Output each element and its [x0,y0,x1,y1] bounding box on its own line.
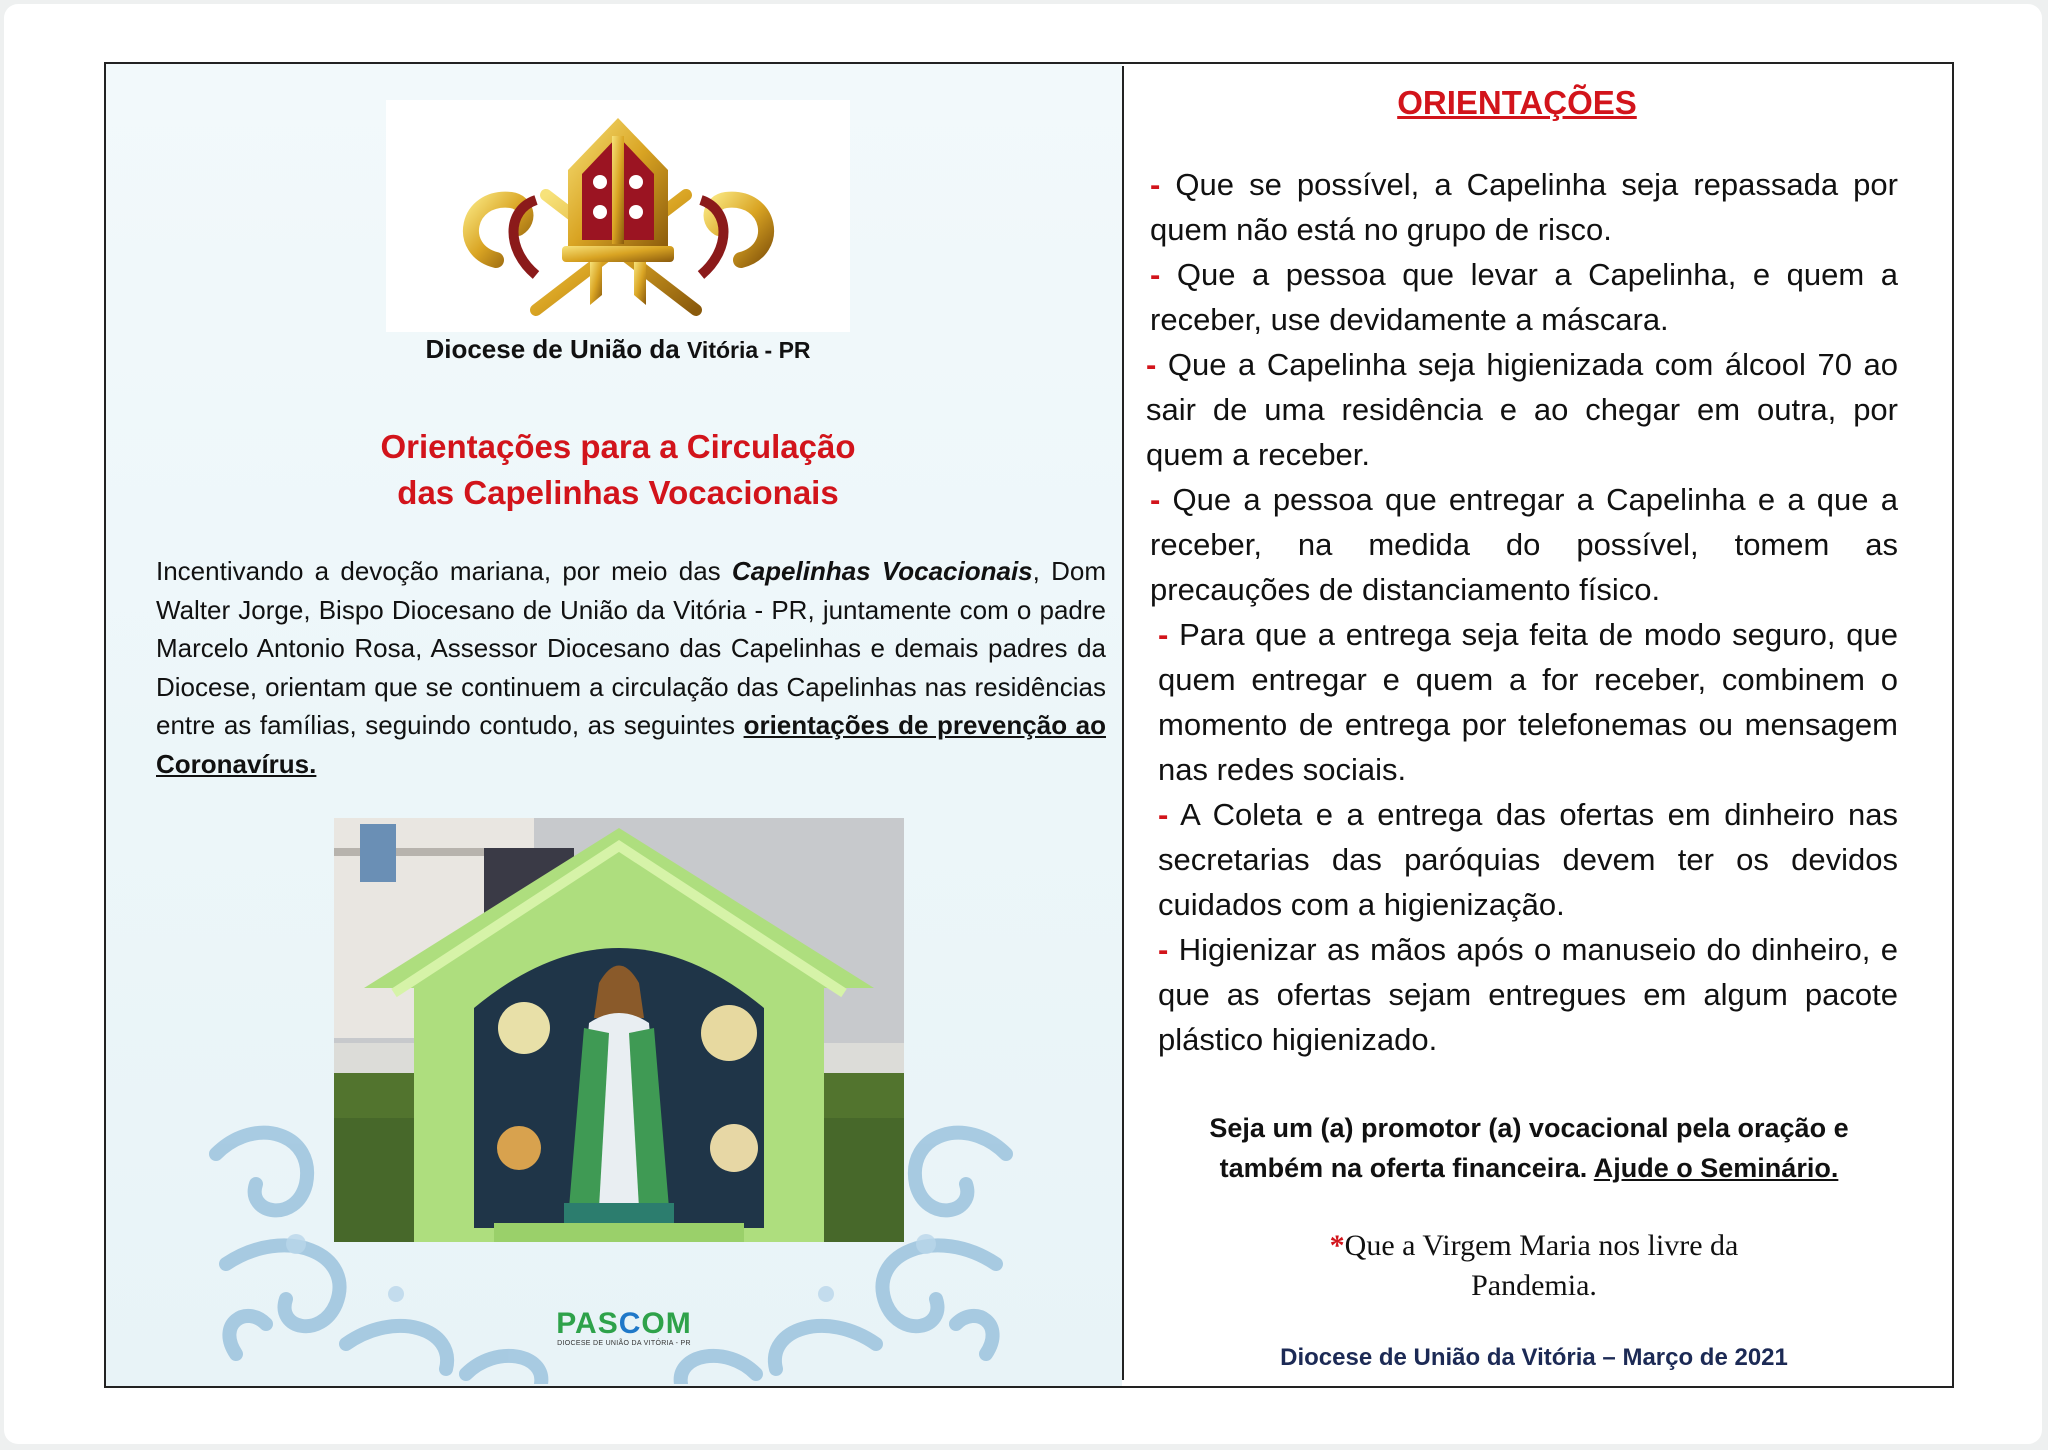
orientation-dash: - [1158,932,1169,967]
prayer-line1-text: Que a Virgem Maria nos livre da [1344,1229,1739,1262]
frame-right-border [1952,62,1954,1388]
intro-text-2: , Dom Walter Jorge, Bispo Diocesano de União da Vitória - PR, juntamente com o padre Marcelo Antonio Rosa, Assessor Diocesano das Capelinhas e demais padres da Diocese, orientam que se continuem a circulação das Capelinhas nas residências entre as famílias, seguindo contudo, as seguintes [156,556,1107,741]
pascom-wordmark [554,1308,694,1340]
orientacoes-title: ORIENTAÇÕES [1397,84,1637,121]
prayer-line1 [1274,1226,1794,1266]
orientation-text: Que a pessoa que levar a Capelinha, e quem a receber, use devidamente a máscara. [1150,257,1898,337]
promo-line2-text: também na oferta financeira. [1219,1153,1588,1183]
left-title [256,424,980,516]
orientation-item-6 [1158,792,1898,927]
orientation-text: A Coleta e a entrega das ofertas em dinheiro nas secretarias das paróquias devem ter os devidos cuidados com a higienização. [1158,797,1899,922]
left-title-line2: das Capelinhas Vocacionais [397,474,839,511]
orientation-text: Que a pessoa que entregar a Capelinha e a que a receber, na medida do possível, tomem as precauções de distanciamento físico. [1150,482,1898,607]
orientation-dash: - [1146,347,1157,382]
orientation-dash: - [1150,482,1161,517]
frame-bottom-border [104,1386,1954,1388]
orientation-dash: - [1158,617,1169,652]
orientation-item-5 [1158,612,1898,792]
orientation-dash: - [1158,797,1169,832]
pascom-subtitle: DIOCESE DE UNIÃO DA VITÓRIA - PR [557,1340,691,1347]
prayer-line2: Pandemia. [1471,1269,1597,1302]
chapel-with-virgin-mary-statue-icon [334,818,904,1242]
pascom-logo [554,1308,694,1358]
orientation-item-2 [1150,252,1898,342]
pascom-letters-b: OM [641,1307,692,1340]
diocese-caption-main: Diocese de União da [425,334,680,364]
promo-message [1154,1108,1904,1188]
orientation-item-7 [1158,927,1898,1062]
promo-line1: Seja um (a) promotor (a) vocacional pela oração e [1209,1113,1849,1143]
orientation-text: Que a Capelinha seja higienizada com álcool 70 ao sair de uma residência e ao chegar em outra, por quem a receber. [1146,347,1898,472]
chapel-photo [334,818,904,1242]
diocese-caption [306,334,930,365]
diocese-caption-region: Vitória - PR [687,337,811,363]
intro-emphasis: Capelinhas Vocacionais [731,556,1033,586]
left-title-line1: Orientações para a Circulação [380,428,856,465]
promo-underlined: Ajude o Seminário. [1593,1153,1839,1183]
orientation-text: Que se possível, a Capelinha seja repassada por quem não está no grupo de risco. [1150,167,1898,247]
orientation-text: Higienizar as mãos após o manuseio do dinheiro, e que as ofertas sejam entregues em algum pacote plástico higienizado. [1158,932,1898,1057]
orientation-item-4 [1150,477,1898,612]
left-column [106,64,1122,1386]
orientation-item-3 [1146,342,1898,477]
pascom-letters-a: PAS [556,1307,619,1340]
intro-paragraph [156,552,1106,784]
diocese-logo [386,100,850,332]
orientation-dash: - [1150,257,1161,292]
promo-line2 [1154,1148,1904,1188]
orientation-text: Para que a entrega seja feita de modo seguro, que quem entregar e quem a for receber, combinem o momento de entrega por telefonemas ou mensagem nas redes sociais. [1158,617,1898,787]
orientation-item-1 [1150,162,1898,252]
pascom-letter-c: C [618,1307,642,1340]
prayer-star: * [1329,1229,1345,1262]
intro-underlined: orientações de prevenção ao Coronavírus. [156,710,1106,779]
document-sheet [4,4,2042,1444]
prayer-message [1274,1226,1794,1306]
mitre-crozier-emblem-icon [386,100,850,332]
footer-signature: Diocese de União da Vitória – Março de 2021 [1280,1344,1788,1371]
orientation-dash: - [1150,167,1161,202]
intro-text-1: Incentivando a devoção mariana, por meio das [156,556,721,586]
column-divider [1122,66,1124,1380]
